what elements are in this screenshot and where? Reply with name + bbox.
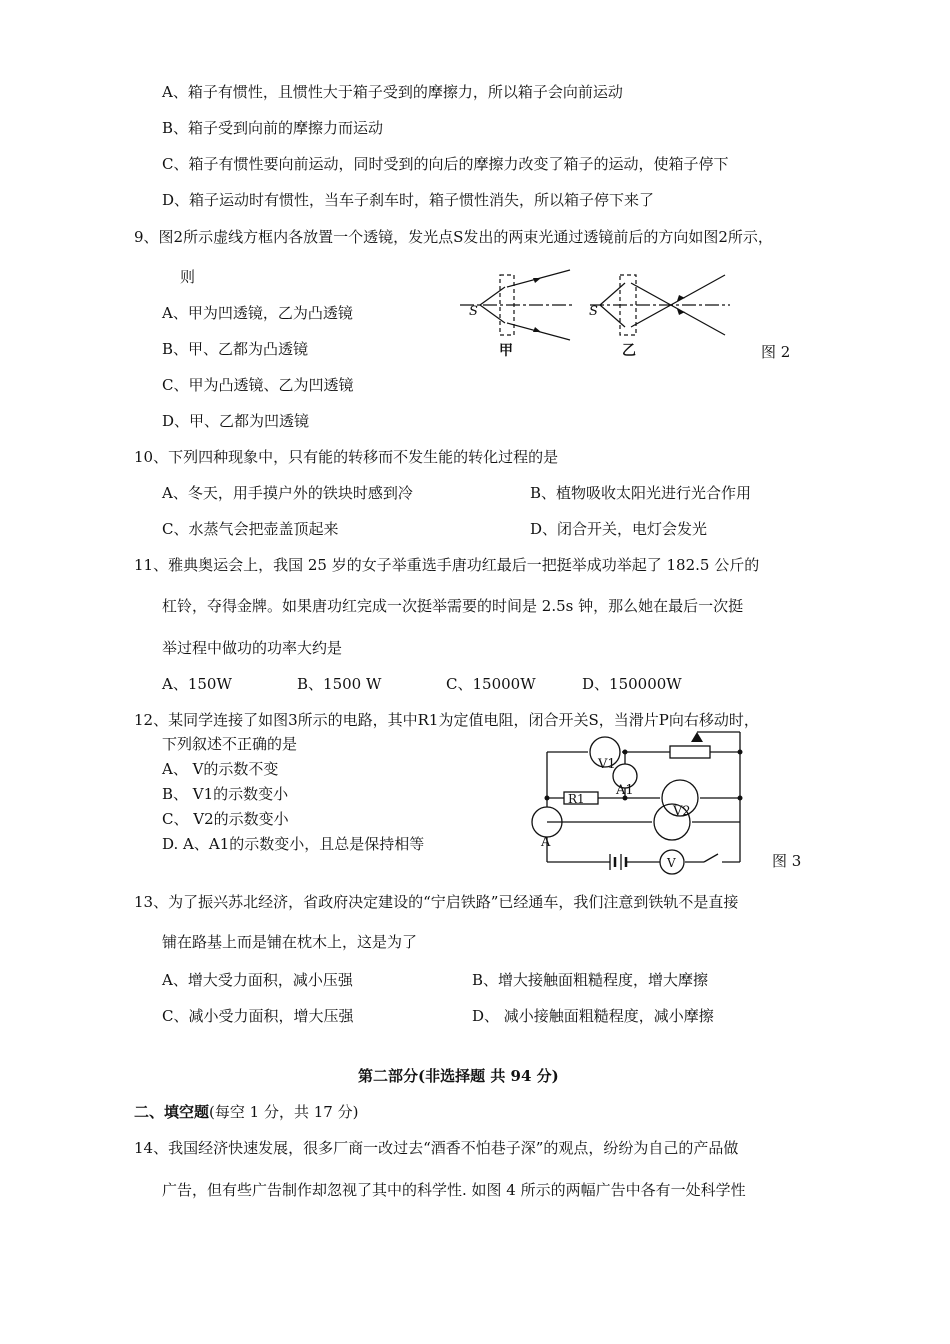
q11-stem-line3: 举过程中做功的功率大约是 — [162, 639, 343, 657]
q13-option-b: B、增大接触面粗糙程度，增大摩擦 — [472, 971, 709, 989]
q11-option-b: B、1500 W — [297, 675, 382, 693]
q8-option-b: B、箱子受到向前的摩擦力而运动 — [162, 119, 384, 137]
q14-stem-line1: 14、我国经济快速发展，很多厂商一改过去“酒香不怕巷子深”的观点，纷纷为自己的产品做 — [134, 1139, 739, 1157]
arrow-mark — [677, 309, 685, 315]
fig2-label-s-left: S — [469, 304, 478, 319]
q13-option-c: C、减小受力面积，增大压强 — [162, 1007, 354, 1025]
q11-option-d: D、150000W — [582, 675, 682, 693]
rheostat — [670, 746, 710, 758]
section2-heading — [134, 1102, 358, 1122]
figure-2-lens-diagram — [455, 265, 795, 365]
q9-stem-line2: 则 — [180, 268, 196, 286]
q13-stem-line1: 13、为了振兴苏北经济，省政府决定建设的“宁启铁路”已经通车，我们注意到铁轨不是直接 — [134, 893, 739, 911]
fig3-label-a: A — [541, 835, 551, 850]
q10-option-c: C、水蒸气会把壶盖顶起来 — [162, 520, 339, 538]
q12-option-d: D. A、A1的示数变小，且总是保持相等 — [162, 835, 425, 853]
q10-option-b: B、植物吸收太阳光进行光合作用 — [530, 484, 752, 502]
q11-stem-line1: 11、雅典奥运会上，我国 25 岁的女子举重选手唐功红最后一把挺举成功举起了 182.5 公斤的 — [134, 556, 760, 574]
fig3-label-v: V — [667, 856, 676, 870]
junction-dot — [738, 796, 743, 801]
q13-stem-line2: 铺在路基上而是铺在枕木上，这是为了 — [162, 933, 418, 951]
q9-stem-line1: 9、图2所示虚线方框内各放置一个透镜，发光点S发出的两束光通过透镜前后的方向如图2所示， — [134, 228, 773, 246]
junction-dot — [545, 796, 550, 801]
section2-note: (每空 1 分，共 17 分) — [209, 1103, 359, 1121]
q11-stem-line2: 杠铃，夺得金牌。如果唐功红完成一次挺举需要的时间是 2.5s 钟，那么她在最后一次挺 — [162, 597, 744, 615]
arrow-mark — [533, 327, 541, 332]
q11-option-c: C、15000W — [446, 675, 536, 693]
fig3-caption: 图 3 — [772, 852, 802, 870]
q13-option-a: A、增大受力面积，减小压强 — [162, 971, 353, 989]
switch-blade — [704, 854, 718, 862]
q8-option-d: D、箱子运动时有惯性，当车子刹车时，箱子惯性消失，所以箱子停下来了 — [162, 191, 655, 209]
q8-option-a: A、箱子有惯性，且惯性大于箱子受到的摩擦力，所以箱子会向前运动 — [162, 83, 623, 101]
jia-ray-in-bottom — [480, 305, 505, 323]
q13-option-d: D、 减小接触面粗糙程度，减小摩擦 — [472, 1007, 714, 1025]
q12-option-c: C、 V2的示数变小 — [162, 810, 289, 828]
q12-option-b: B、 V1的示数变小 — [162, 785, 289, 803]
q8-option-c: C、箱子有惯性要向前运动，同时受到的向后的摩擦力改变了箱子的运动，使箱子停下 — [162, 155, 729, 173]
slider-arrow-p — [691, 732, 703, 742]
q12-stem-line2: 下列叙述不正确的是 — [162, 735, 298, 753]
arrow-mark — [533, 278, 541, 283]
fig3-label-r1: R1 — [568, 792, 585, 806]
fig2-label-jia: 甲 — [499, 343, 513, 359]
fig3-label-a1: A1 — [616, 783, 634, 798]
q9-option-d: D、甲、乙都为凹透镜 — [162, 412, 310, 430]
q9-option-a: A、甲为凹透镜，乙为凸透镜 — [162, 304, 353, 322]
figure-3-circuit-diagram — [520, 722, 810, 882]
jia-ray-in-top — [480, 287, 505, 305]
q10-stem: 10、下列四种现象中，只有能的转移而不发生能的转化过程的是 — [134, 448, 559, 466]
junction-dot — [623, 750, 628, 755]
fig3-label-v1: V1 — [598, 757, 616, 772]
junction-dot — [738, 750, 743, 755]
q10-option-d: D、闭合开关，电灯会发光 — [530, 520, 708, 538]
q14-stem-line2: 广告，但有些广告制作却忽视了其中的科学性. 如图 4 所示的两幅广告中各有一处科学性 — [162, 1181, 746, 1199]
fig2-label-s-right: S — [589, 304, 598, 319]
fig3-label-v2: V2 — [673, 804, 691, 819]
yi-ray-out-top — [631, 283, 725, 335]
q12-option-a: A、 V的示数不变 — [162, 760, 279, 778]
q9-option-c: C、甲为凸透镜、乙为凹透镜 — [162, 376, 354, 394]
yi-ray-in-top — [600, 283, 625, 305]
q12-stem-line1: 12、某同学连接了如图3所示的电路，其中R1为定值电阻，闭合开关S，当滑片P向右移动时， — [134, 711, 759, 729]
fig2-label-yi: 乙 — [622, 343, 636, 359]
fig2-caption: 图 2 — [761, 343, 791, 361]
yi-ray-in-bottom — [600, 305, 625, 327]
section2-title: 二、填空题 — [134, 1103, 210, 1121]
q11-option-a: A、150W — [162, 675, 232, 693]
arrow-mark — [677, 295, 685, 301]
q9-option-b: B、甲、乙都为凸透镜 — [162, 340, 309, 358]
yi-ray-out-bottom — [631, 275, 725, 327]
q10-option-a: A、冬天，用手摸户外的铁块时感到冷 — [162, 484, 413, 502]
part2-heading: 第二部分(非选择题 共 94 分) — [358, 1067, 559, 1085]
